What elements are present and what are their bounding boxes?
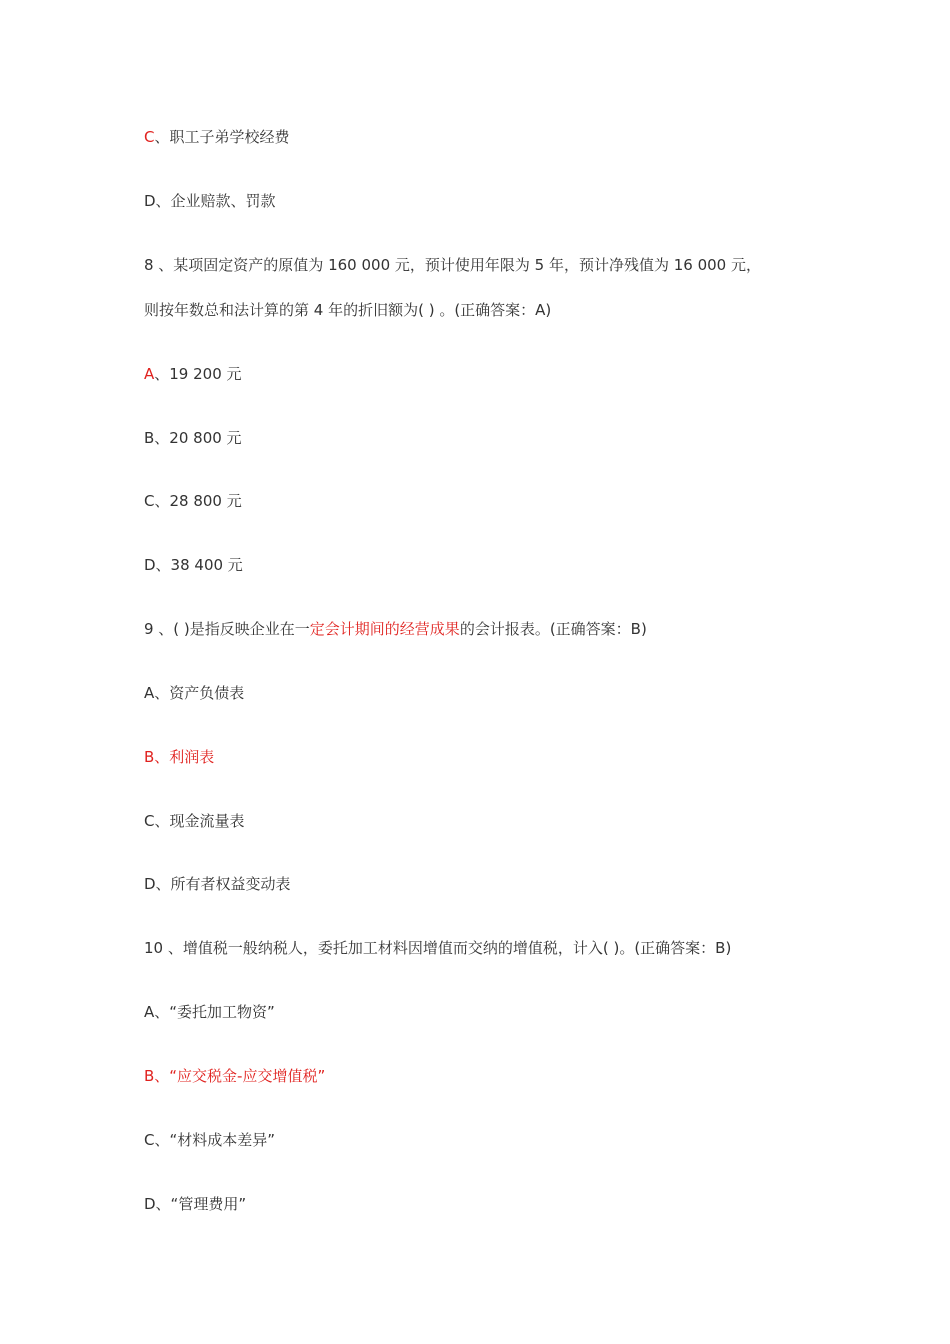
q8-stem-line2: 则按年数总和法计算的第 4 年的折旧额为( ) 。(正确答案：A) [144, 301, 552, 319]
q9-option-b: B、利润表 [144, 748, 215, 766]
q7-option-c [144, 127, 290, 147]
q9-stem-suffix: 的会计报表。(正确答案：B) [459, 620, 647, 638]
q10-option-b: B、“应交税金-应交增值税” [144, 1067, 326, 1085]
q9-stem-highlight: 定会计期间的经营成果 [309, 620, 460, 638]
q8-option-a [144, 364, 242, 384]
q7-option-d: D、企业赔款、罚款 [144, 192, 276, 210]
q10-option-d: D、“管理费用” [144, 1195, 247, 1213]
q8-option-a-text: 、19 200 元 [154, 365, 242, 383]
q9-option-c: C、现金流量表 [144, 812, 245, 830]
q10-option-c: C、“材料成本差异” [144, 1131, 276, 1149]
q8-option-c: C、28 800 元 [144, 492, 242, 510]
q9-stem-prefix: 9 、( )是指反映企业在一 [144, 620, 310, 638]
q8-option-d: D、38 400 元 [144, 556, 243, 574]
q9-stem [144, 619, 647, 639]
q7-option-c-text: 、职工子弟学校经费 [154, 128, 290, 146]
q9-option-d: D、所有者权益变动表 [144, 875, 291, 893]
q8-option-b: B、20 800 元 [144, 429, 242, 447]
q10-option-a: A、“委托加工物资” [144, 1003, 275, 1021]
q9-option-a: A、资产负债表 [144, 684, 245, 702]
q7-option-c-letter: C [144, 128, 155, 146]
q10-stem: 10 、增值税一般纳税人，委托加工材料因增值而交纳的增值税，计入( )。(正确答案：B) [144, 939, 732, 957]
q8-stem-line1: 8 、某项固定资产的原值为 160 000 元，预计使用年限为 5 年，预计净残值为 16 000 元， [144, 256, 761, 274]
q8-option-a-letter: A [144, 365, 155, 383]
